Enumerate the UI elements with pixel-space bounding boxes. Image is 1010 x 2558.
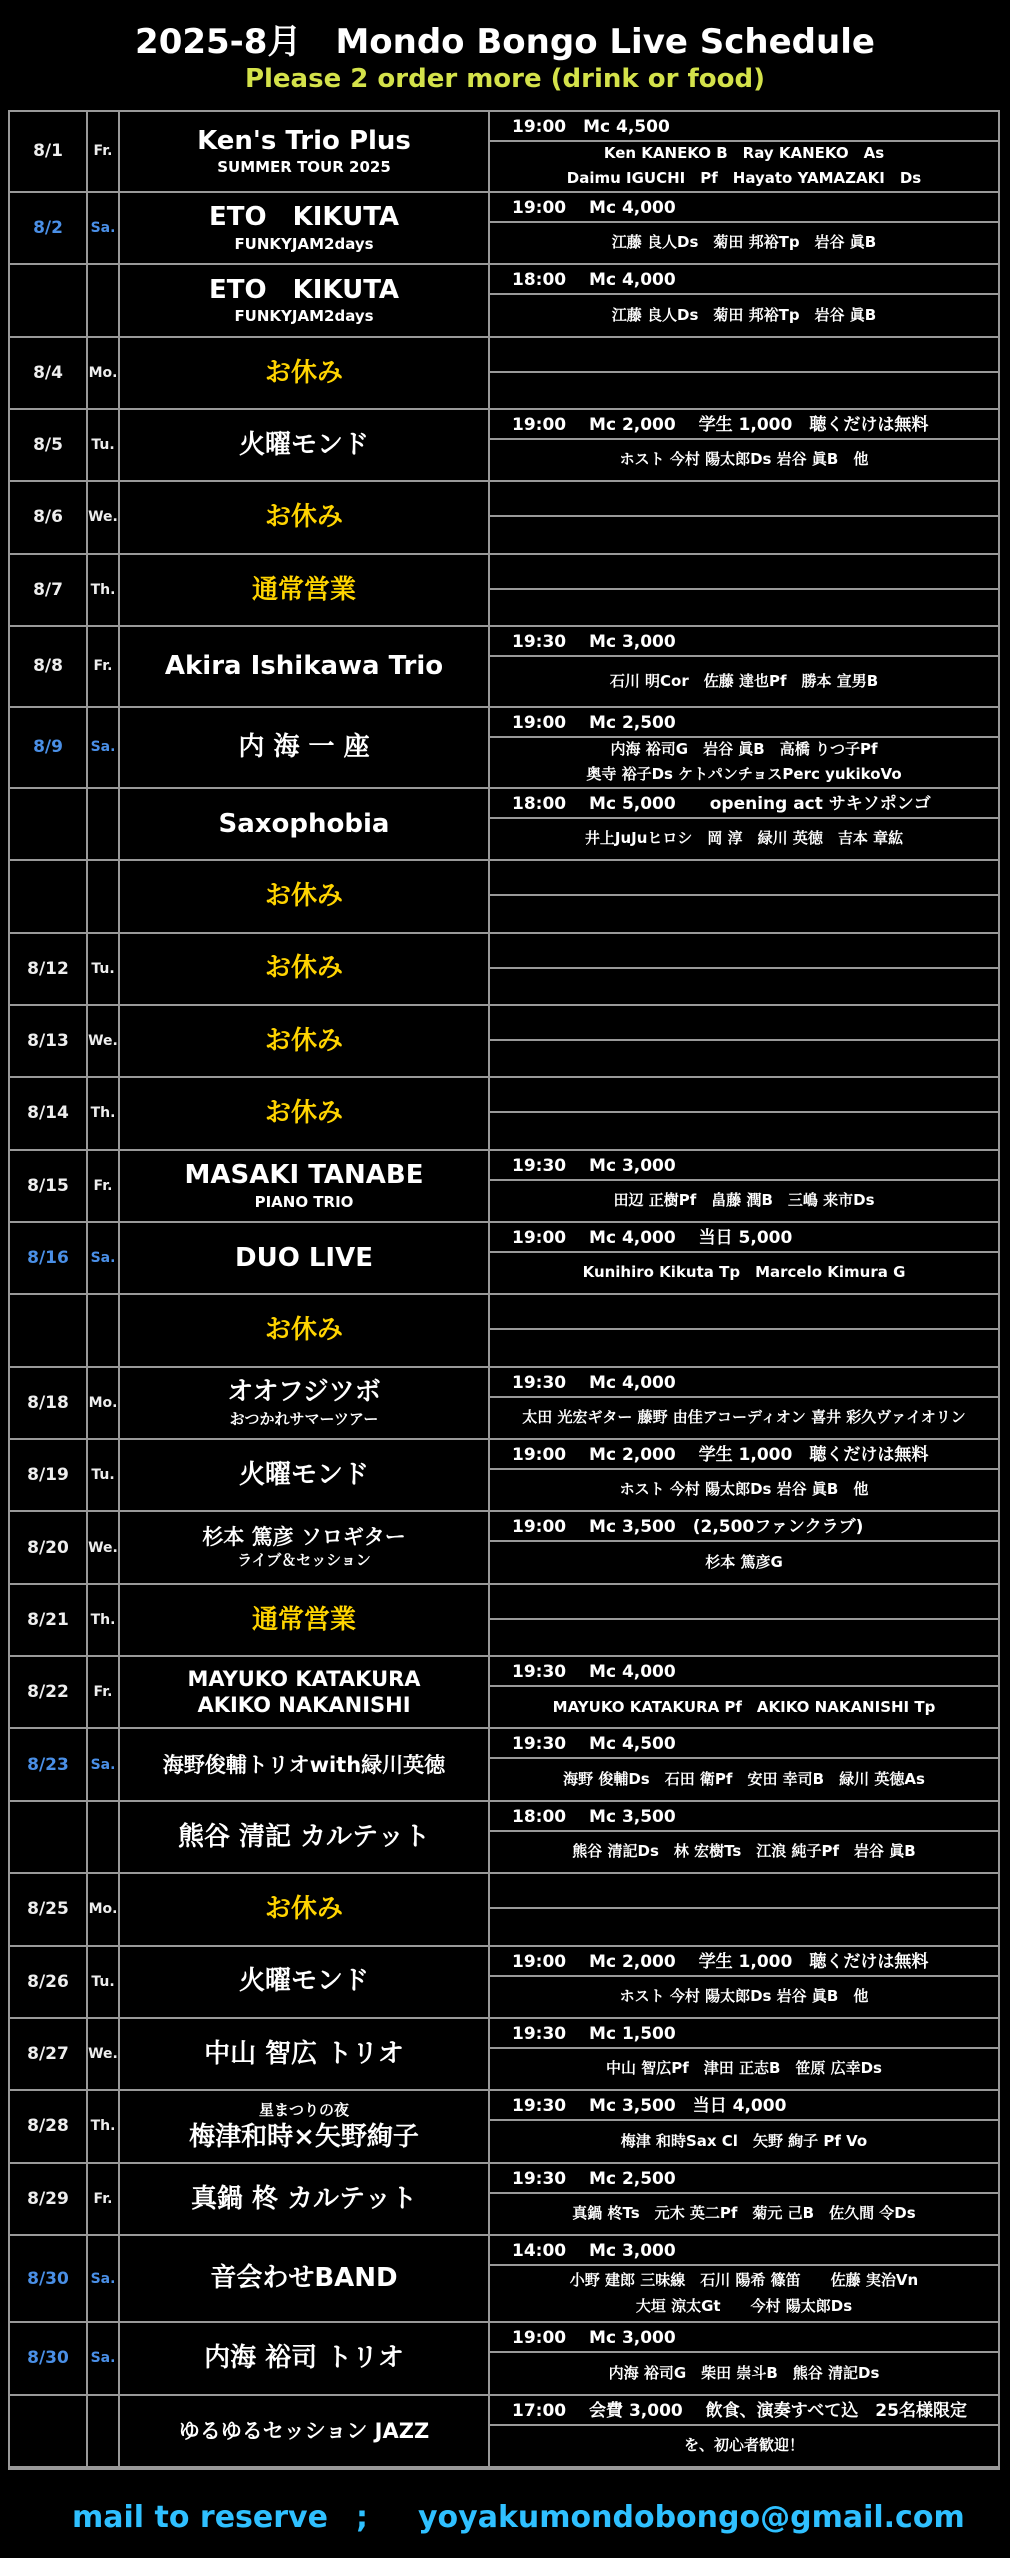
row-act [120,1729,490,1799]
row-act [120,1802,490,1872]
row-details [490,1874,998,1944]
row-act [120,2236,490,2321]
act-title: 火曜モンド [238,1459,369,1490]
schedule-row [10,627,998,708]
row-date: 8/30 [10,2236,88,2321]
row-day: Tu. [88,1440,120,1510]
schedule-row [10,1947,998,2019]
row-date [10,1295,88,1365]
event-time-price: 19:30 Mc 3,000 [490,627,998,657]
performer-line: 小野 建郎 三味線 石川 陽希 篠笛 佐藤 実治Vn [569,2271,919,2290]
act-subtitle: FUNKYJAM2days [234,234,374,253]
row-day: Fr. [88,1151,120,1221]
event-time-price: 19:00 Mc 4,000 当日 5,000 [490,1223,998,1253]
row-date: 8/9 [10,708,88,787]
row-act [120,789,490,859]
act-title: ETO KIKUTA [208,274,400,305]
row-day: Th. [88,555,120,625]
schedule-row [10,1440,998,1512]
act-title: お休み [264,502,343,533]
row-act [120,1078,490,1148]
act-subtitle: FUNKYJAM2days [234,307,374,326]
row-day [88,861,120,931]
act-title: お休み [264,1894,343,1925]
row-day: Tu. [88,934,120,1004]
row-details [490,789,998,859]
row-day: Fr. [88,2164,120,2234]
row-date: 8/2 [10,193,88,263]
row-day: Mo. [88,1874,120,1944]
row-day [88,1295,120,1365]
row-details [490,2236,998,2321]
event-time-price: 19:30 Mc 2,500 [490,2164,998,2194]
row-details [490,861,998,931]
act-title: 音会わせBAND [210,2263,398,2294]
row-date: 8/23 [10,1729,88,1799]
event-time-price: 19:30 Mc 4,000 [490,1657,998,1687]
act-subtitle: AKIKO NAKANISHI [197,1693,411,1718]
row-act [120,1657,490,1727]
row-act [120,1585,490,1655]
row-day [88,1802,120,1872]
empty-divider [490,1874,998,1909]
row-day: Th. [88,2091,120,2161]
performer-line: 江藤 良人Ds 菊田 邦裕Tp 岩谷 眞B [611,233,877,252]
row-details [490,1006,998,1076]
row-day: Sa. [88,2236,120,2321]
reservation-email-link[interactable]: yoyakumondobongo@gmail.com [418,2500,965,2535]
performer-line: 太田 光宏ギター 藤野 由佳アコーディオン 喜井 彩久ヴァイオリン [522,1408,966,1427]
row-details [490,482,998,552]
empty-divider [490,861,998,896]
row-details [490,1151,998,1221]
row-date: 8/13 [10,1006,88,1076]
performer-line: Daimu IGUCHI Pf Hayato YAMAZAKI Ds [566,169,922,188]
schedule-row [10,2091,998,2163]
row-act [120,1151,490,1221]
row-act [120,555,490,625]
row-act [120,1006,490,1076]
row-date: 8/28 [10,2091,88,2161]
performer-line: Ken KANEKO B Ray KANEKO As [603,143,885,162]
row-day: Fr. [88,1657,120,1727]
performer-line: 梅津 和時Sax Cl 矢野 絢子 Pf Vo [620,2131,868,2150]
event-time-price: 19:30 Mc 3,500 当日 4,000 [490,2091,998,2121]
act-title: MAYUKO KATAKURA [187,1667,421,1692]
row-date: 8/30 [10,2323,88,2393]
row-details [490,2091,998,2161]
schedule-row [10,482,998,554]
performer-line: 内海 裕司G 柴田 崇斗B 熊谷 清記Ds [608,2363,880,2382]
footer-separator: ; [356,2500,368,2535]
row-date: 8/5 [10,410,88,480]
schedule-row [10,708,998,789]
act-pre-title: 星まつりの夜 [258,2100,349,2119]
act-subtitle: おつかれサマーツアー [229,1409,379,1428]
row-act [120,112,490,191]
row-details [490,1440,998,1510]
row-day: Mo. [88,338,120,408]
performer-line: 海野 俊輔Ds 石田 衛Pf 安田 幸司B 緑川 英徳As [563,1769,925,1788]
schedule-row [10,934,998,1006]
row-day [88,265,120,335]
row-date: 8/29 [10,2164,88,2234]
event-time-price: 19:00 Mc 2,500 [490,708,998,738]
row-act [120,2019,490,2089]
schedule-row [10,1657,998,1729]
event-time-price: 19:00 Mc 3,000 [490,2323,998,2353]
event-time-price: 19:00 Mc 2,000 学生 1,000 聴くだけは無料 [490,1440,998,1470]
row-date: 8/21 [10,1585,88,1655]
schedule-row [10,338,998,410]
row-date [10,2396,88,2466]
act-title: お休み [264,1025,343,1056]
row-details [490,1802,998,1872]
row-date [10,861,88,931]
act-title: 中山 智広 トリオ [204,2038,404,2069]
row-details [490,1295,998,1365]
event-time-price: 19:00 Mc 4,500 [490,112,998,142]
performer-line: 井上JuJuヒロシ 岡 淳 緑川 英徳 吉本 章紘 [584,829,904,848]
row-act [120,1368,490,1438]
act-title: 内海 裕司 トリオ [204,2343,404,2374]
row-act [120,708,490,787]
row-date: 8/12 [10,934,88,1004]
row-act [120,861,490,931]
event-time-price: 19:30 Mc 4,500 [490,1729,998,1759]
schedule-row [10,2323,998,2395]
row-day [88,789,120,859]
act-title: DUO LIVE [235,1242,373,1273]
row-details [490,410,998,480]
performer-line: MAYUKO KATAKURA Pf AKIKO NAKANISHI Tp [552,1697,936,1716]
row-act [120,410,490,480]
act-title: ETO KIKUTA [208,202,400,233]
event-time-price: 19:00 Mc 4,000 [490,193,998,223]
performer-line: 杉本 篤彦G [705,1552,783,1571]
row-date: 8/27 [10,2019,88,2089]
event-time-price: 19:00 Mc 2,000 学生 1,000 聴くだけは無料 [490,1947,998,1977]
performer-line: ホスト 今村 陽太郎Ds 岩谷 眞B 他 [619,1480,869,1499]
row-date: 8/20 [10,1512,88,1582]
act-title: 真鍋 柊 カルテット [190,2183,418,2214]
row-date: 8/7 [10,555,88,625]
act-title: 熊谷 清記 カルテット [177,1821,431,1852]
event-time-price: 19:00 Mc 2,000 学生 1,000 聴くだけは無料 [490,410,998,440]
row-day: Sa. [88,708,120,787]
event-time-price: 18:00 Mc 4,000 [490,265,998,295]
row-day: We. [88,2019,120,2089]
schedule-row [10,1368,998,1440]
row-day: Mo. [88,1368,120,1438]
performer-line: 石川 明Cor 佐藤 達也Pf 勝本 宣男B [609,671,879,690]
row-details [490,1512,998,1582]
performer-line: ホスト 今村 陽太郎Ds 岩谷 眞B 他 [619,450,869,469]
schedule-row [10,555,998,627]
schedule-row [10,789,998,861]
row-day: Th. [88,1585,120,1655]
header [0,0,1010,108]
event-time-price: 18:00 Mc 5,000 opening act サキソポンゴ [490,789,998,819]
act-title: MASAKI TANABE [184,1160,424,1191]
row-day: Tu. [88,1947,120,2017]
schedule-row [10,2164,998,2236]
act-title: お休み [264,357,343,388]
row-act [120,1874,490,1944]
act-title: Akira Ishikawa Trio [164,651,444,682]
row-details [490,708,998,787]
page-subtitle: Please 2 order more (drink or food) [244,64,766,94]
row-details [490,112,998,191]
row-date: 8/15 [10,1151,88,1221]
row-act [120,193,490,263]
performer-line: 江藤 良人Ds 菊田 邦裕Tp 岩谷 眞B [611,305,877,324]
empty-divider [490,1295,998,1330]
row-date: 8/25 [10,1874,88,1944]
row-date: 8/19 [10,1440,88,1510]
schedule-row [10,1223,998,1295]
event-time-price: 19:30 Mc 4,000 [490,1368,998,1398]
event-time-price: 14:00 Mc 3,000 [490,2236,998,2266]
row-date: 8/16 [10,1223,88,1293]
empty-divider [490,1585,998,1620]
act-title: Ken's Trio Plus [197,125,411,156]
schedule-row [10,112,998,193]
empty-divider [490,555,998,590]
row-act [120,1947,490,2017]
row-act [120,1295,490,1365]
row-day: Tu. [88,410,120,480]
act-subtitle: SUMMER TOUR 2025 [217,158,391,177]
act-title: オオフジツボ [227,1377,381,1408]
schedule-row [10,1585,998,1657]
row-details [490,1585,998,1655]
performer-line: 中山 智広Pf 津田 正志B 笹原 広幸Ds [605,2059,882,2078]
row-details [490,1368,998,1438]
row-details [490,338,998,408]
row-date: 8/6 [10,482,88,552]
act-title: Saxophobia [218,808,390,839]
row-day: Fr. [88,112,120,191]
row-day: Sa. [88,2323,120,2393]
act-subtitle: PIANO TRIO [254,1192,354,1211]
row-act [120,627,490,706]
schedule-row [10,2019,998,2091]
row-details [490,2396,998,2466]
row-date: 8/4 [10,338,88,408]
row-details [490,2323,998,2393]
empty-divider [490,482,998,517]
act-title: 火曜モンド [238,1966,369,1997]
schedule-row [10,193,998,265]
row-details [490,627,998,706]
row-date: 8/18 [10,1368,88,1438]
row-act [120,338,490,408]
row-date: 8/1 [10,112,88,191]
act-title: 海野俊輔トリオwith緑川英徳 [162,1752,446,1777]
act-title: お休み [264,1315,343,1346]
performer-line: Kunihiro Kikuta Tp Marcelo Kimura G [582,1263,906,1282]
empty-divider [490,1006,998,1041]
act-title: 杉本 篤彦 ソロギター [202,1524,406,1549]
act-title: 内 海 一 座 [238,732,370,763]
row-details [490,1947,998,2017]
row-date: 8/14 [10,1078,88,1148]
performer-line: 熊谷 清記Ds 林 宏樹Ts 江浪 純子Pf 岩谷 眞B [572,1842,916,1861]
row-details [490,2019,998,2089]
row-day: We. [88,482,120,552]
row-act [120,2164,490,2234]
schedule-table [8,110,1000,2470]
schedule-row [10,1802,998,1874]
empty-divider [490,934,998,969]
schedule-row [10,2396,998,2468]
row-day: Fr. [88,627,120,706]
event-time-price: 19:30 Mc 3,000 [490,1151,998,1181]
row-act [120,265,490,335]
performer-line: 大垣 涼太Gt 今村 陽太郎Ds [635,2296,853,2315]
performer-line: ホスト 今村 陽太郎Ds 岩谷 眞B 他 [619,1986,869,2005]
row-day: We. [88,1006,120,1076]
schedule-row [10,1874,998,1946]
performer-line: 田辺 正樹Pf 畠藤 潤B 三嶋 来市Ds [613,1191,875,1210]
row-act [120,1223,490,1293]
row-act [120,482,490,552]
row-details [490,1729,998,1799]
row-details [490,193,998,263]
empty-divider [490,338,998,373]
row-details [490,1078,998,1148]
row-day: Sa. [88,193,120,263]
row-act [120,2091,490,2161]
row-day: Sa. [88,1729,120,1799]
row-act [120,934,490,1004]
row-day: Sa. [88,1223,120,1293]
performer-line: 内海 裕司G 岩谷 眞B 高橋 りつ子Pf [610,739,878,758]
event-time-price: 17:00 会費 3,000 飲食、演奏すべて込 25名様限定 [490,2396,998,2426]
event-time-price: 18:00 Mc 3,500 [490,1802,998,1832]
act-title: 梅津和時×矢野絢子 [189,2121,419,2152]
schedule-row [10,2236,998,2323]
row-details [490,555,998,625]
row-date [10,1802,88,1872]
schedule-row [10,861,998,933]
schedule-row [10,1151,998,1223]
row-date [10,789,88,859]
schedule-row [10,1078,998,1150]
schedule-row [10,1006,998,1078]
page-title: 2025-8月 Mondo Bongo Live Schedule [135,22,875,62]
row-day [88,2396,120,2466]
row-details [490,265,998,335]
schedule-row [10,1729,998,1801]
row-details [490,2164,998,2234]
act-title: お休み [264,1098,343,1129]
row-date [10,265,88,335]
row-day: Th. [88,1078,120,1148]
performer-line: 真鍋 柊Ts 元木 英二Pf 菊元 己B 佐久間 令Ds [572,2204,916,2223]
row-date: 8/8 [10,627,88,706]
act-subtitle: ライブ＆セッション [237,1551,371,1570]
row-details [490,1223,998,1293]
row-details [490,934,998,1004]
act-title: お休み [264,881,343,912]
schedule-row [10,1512,998,1584]
schedule-row [10,410,998,482]
performer-line: 奥寺 裕子Ds ケトパンチョスPerc yukikoVo [586,765,902,784]
performer-line: を、初心者歓迎！ [683,2436,804,2455]
row-details [490,1657,998,1727]
empty-divider [490,1078,998,1113]
act-title: 通常営業 [251,574,356,605]
schedule-row [10,265,998,337]
row-day: We. [88,1512,120,1582]
schedule-row [10,1295,998,1367]
row-act [120,2323,490,2393]
event-time-price: 19:00 Mc 3,500 (2,500ファンクラブ) [490,1512,998,1542]
act-title: お休み [264,953,343,984]
row-act [120,1512,490,1582]
act-title: 火曜モンド [238,429,369,460]
act-title: ゆるゆるセッション JAZZ [178,2418,430,2443]
row-date: 8/22 [10,1657,88,1727]
footer [0,2500,1010,2550]
event-time-price: 19:30 Mc 1,500 [490,2019,998,2049]
mail-to-reserve-text: mail to reserve [72,2500,328,2535]
act-title: 通常営業 [251,1604,356,1635]
row-act [120,2396,490,2466]
row-date: 8/26 [10,1947,88,2017]
row-act [120,1440,490,1510]
